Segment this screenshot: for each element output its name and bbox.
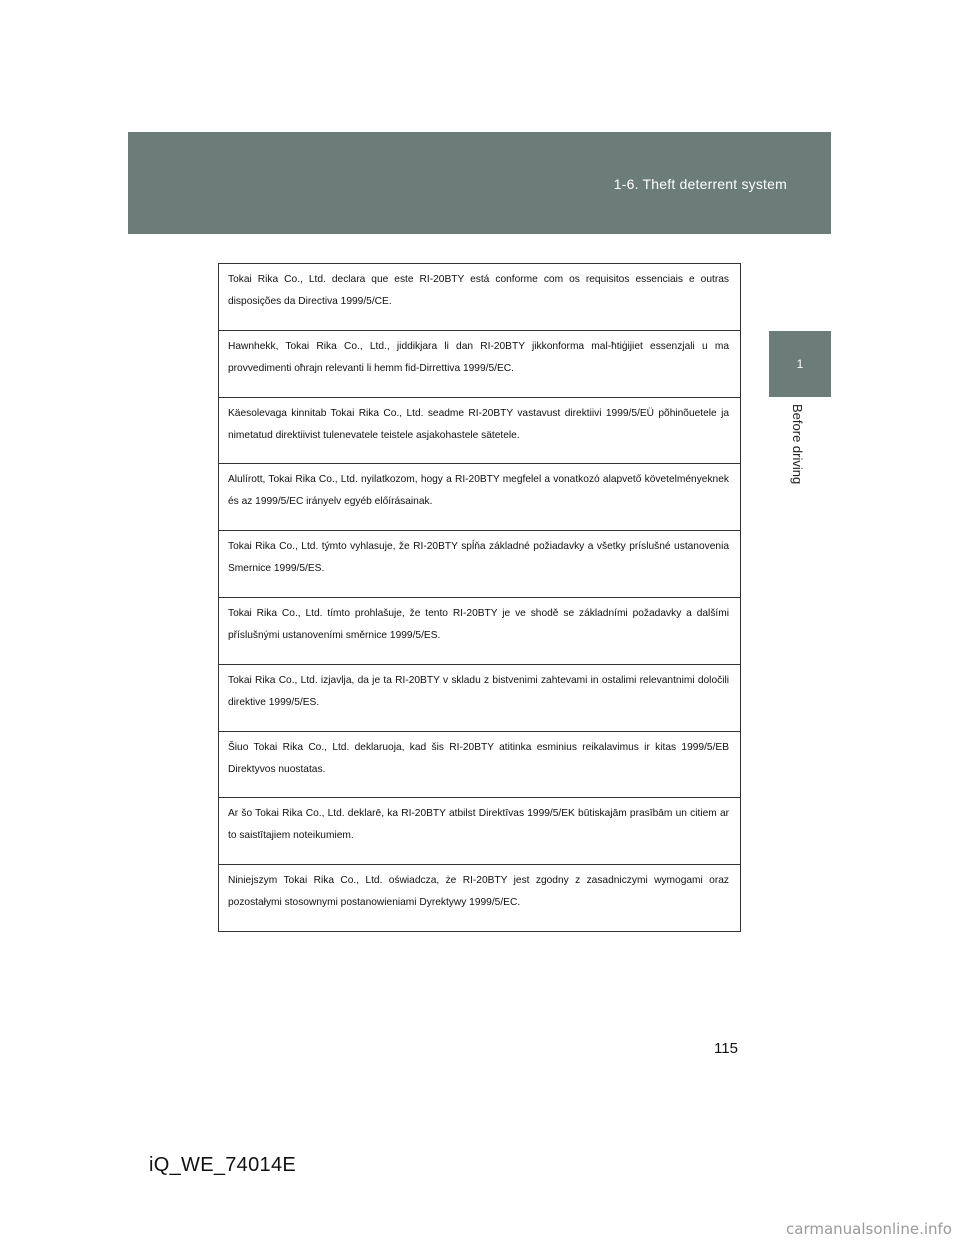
declaration-text: Niniejszym Tokai Rika Co., Ltd. oświadcza, że RI-20BTY jest zgodny z zasadniczymi wymogami oraz pozostałymi stosownymi postanowieniami Dyrektywy 1999/5/EC. xyxy=(228,875,729,909)
declaration-row xyxy=(219,463,740,530)
declaration-row xyxy=(219,731,740,798)
document-code: iQ_WE_74014E xyxy=(149,1154,297,1176)
page-number: 115 xyxy=(714,1040,738,1057)
section-title: 1-6. Theft deterrent system xyxy=(613,176,787,192)
declaration-row xyxy=(219,597,740,664)
declaration-text: Ar šo Tokai Rika Co., Ltd. deklarē, ka RI-20BTY atbilst Direktīvas 1999/5/EK būtiskajām prasībām un citiem ar to saistītajiem noteikumiem. xyxy=(228,808,729,842)
declaration-row xyxy=(219,330,740,397)
declaration-row xyxy=(219,530,740,597)
declaration-text: Tokai Rika Co., Ltd. declara que este RI-20BTY está conforme com os requisitos essenciais e outras disposições da Directiva 1999/5/CE. xyxy=(228,274,729,307)
declarations-table xyxy=(218,263,741,932)
declaration-text: Šiuo Tokai Rika Co., Ltd. deklaruoja, kad šis RI-20BTY atitinka esminius reikalavimus ir kitas 1999/5/EB Direktyvos nuostatas. xyxy=(228,741,729,775)
declaration-row xyxy=(219,864,740,931)
chapter-label: Before driving xyxy=(790,404,805,485)
watermark: carmanualsonline.info xyxy=(786,1220,952,1238)
declaration-row xyxy=(219,664,740,731)
declaration-row xyxy=(219,797,740,864)
declaration-text: Käesolevaga kinnitab Tokai Rika Co., Ltd. seadme RI-20BTY vastavust direktiivi 1999/5/EÜ põhinõuetele ja nimetatud direktiivist tulenevatele teistele asjakohastele sätetele. xyxy=(228,407,729,441)
declaration-text: Hawnhekk, Tokai Rika Co., Ltd., jiddikjara li dan RI-20BTY jikkonforma mal-ħtiġijiet essenzjali u ma provvedimenti oħrajn relevanti li hemm fid-Dirrettiva 1999/5/EC. xyxy=(228,340,729,374)
declaration-text: Tokai Rika Co., Ltd. izjavlja, da je ta RI-20BTY v skladu z bistvenimi zahtevami in ostalimi relevantnimi določili direktive 1999/5/ES. xyxy=(228,674,729,708)
chapter-number: 1 xyxy=(796,357,804,371)
chapter-tab xyxy=(769,331,831,397)
declaration-text: Alulírott, Tokai Rika Co., Ltd. nyilatkozom, hogy a RI-20BTY megfelel a vonatkozó alapvető követelményeknek és az 1999/5/EC irányelv egyéb előírásainak. xyxy=(228,474,729,508)
declaration-row xyxy=(219,263,740,330)
declaration-text: Tokai Rika Co., Ltd. tímto prohlašuje, že tento RI-20BTY je ve shodě se základními požadavky a dalšími příslušnými ustanoveními směrnice 1999/5/ES. xyxy=(228,607,729,641)
declaration-row xyxy=(219,397,740,464)
header-band xyxy=(128,132,831,234)
declaration-text: Tokai Rika Co., Ltd. týmto vyhlasuje, že RI-20BTY spĺňa základné požiadavky a všetky príslušné ustanovenia Smernice 1999/5/ES. xyxy=(228,541,729,575)
